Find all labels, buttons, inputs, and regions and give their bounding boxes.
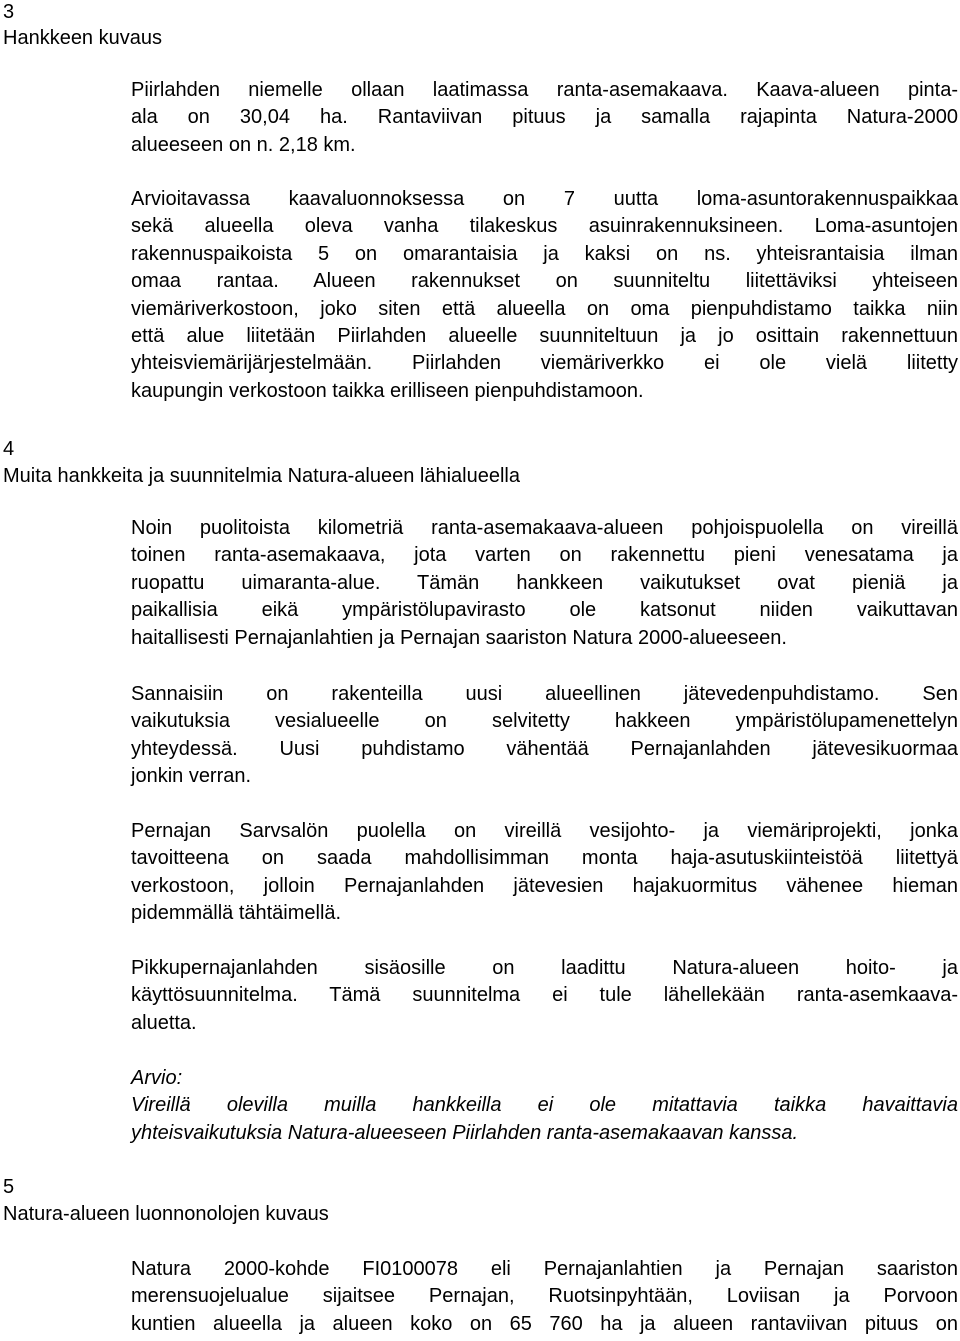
- assessment-block: [131, 1065, 958, 1147]
- text-line: jonkin verran.: [131, 765, 252, 788]
- text-line: omaa rantaa. Alueen rakennukset on suunniteltu liitettäviksi yhteiseen: [131, 270, 958, 293]
- text-line: että alue liitetään Piirlahden alueelle suunniteltuun ja jo osittain rakennettuun: [131, 324, 958, 347]
- text-line: aluetta.: [131, 1011, 197, 1034]
- section-heading: Hankkeen kuvaus: [3, 27, 162, 49]
- paragraph: [131, 186, 958, 405]
- paragraph: [131, 1256, 958, 1338]
- section-heading: Muita hankkeita ja suunnitelmia Natura-alueen lähialueella: [3, 465, 520, 487]
- text-line: Sannaisiin on rakenteilla uusi alueellinen jätevedenpuhdistamo. Sen: [131, 683, 958, 705]
- text-line: haitallisesti Pernajanlahtien ja Pernajan saariston Natura 2000-alueeseen.: [131, 626, 787, 649]
- text-line: sekä alueella oleva vanha tilakeskus asuinrakennuksineen. Loma-asuntojen: [131, 215, 958, 238]
- text-line: verkostoon, jolloin Pernajanlahden jätevesien hajakuormitus vähenee hieman: [131, 874, 958, 897]
- text-line: paikallisia eikä ympäristölupavirasto ole katsonut niiden vaikuttavan: [131, 599, 958, 622]
- text-line: kuntien alueella ja alueen koko on 65 760 ha ja alueen rantaviivan pituus on: [131, 1312, 958, 1335]
- text-line: Pernajan Sarvsalön puolella on vireillä vesijohto- ja viemäriprojekti, jonka: [131, 820, 958, 842]
- text-line: ruopattu uimaranta-alue. Tämän hankkeen vaikutukset ovat pieniä ja: [131, 571, 958, 594]
- text-line: Vireillä olevilla muilla hankkeilla ei ole mitattavia taikka havaittavia: [131, 1094, 958, 1117]
- text-line: pidemmällä tähtäimellä.: [131, 902, 342, 925]
- paragraph: [131, 818, 958, 928]
- text-line: vaikutuksia vesialueelle on selvitetty hakkeen ympäristölupamenettelyn: [131, 710, 958, 733]
- text-line: Arvioitavassa kaavaluonnoksessa on 7 uutta loma-asuntorakennuspaikkaa: [131, 188, 958, 210]
- text-line: ala on 30,04 ha. Rantaviivan pituus ja samalla rajapinta Natura-2000: [131, 106, 958, 129]
- text-line: yhteydessä. Uusi puhdistamo vähentää Pernajanlahden jätevesikuormaa: [131, 737, 958, 760]
- text-line: yhteisvaikutuksia Natura-alueeseen Piirlahden ranta-asemakaavan kanssa.: [131, 1121, 799, 1144]
- assessment-label: Arvio:: [131, 1067, 183, 1089]
- text-line: yhteisviemärijärjestelmään. Piirlahden viemäriverkko ei ole vielä liitetty: [131, 352, 958, 375]
- text-line: käyttösuunnitelma. Tämä suunnitelma ei tule lähellekään ranta-asemkaava-: [131, 984, 958, 1007]
- text-line: Natura 2000-kohde FI0100078 eli Pernajanlahtien ja Pernajan saariston: [131, 1258, 958, 1280]
- section-heading: Natura-alueen luonnonolojen kuvaus: [3, 1203, 329, 1225]
- text-line: Pikkupernajanlahden sisäosille on laadittu Natura-alueen hoito- ja: [131, 957, 958, 979]
- paragraph: [131, 515, 958, 652]
- text-line: toinen ranta-asemakaava, jota varten on rakennettu pieni venesatama ja: [131, 544, 958, 567]
- paragraph: [131, 955, 958, 1037]
- text-line: Noin puolitoista kilometriä ranta-asemakaava-alueen pohjoispuolella on vireillä: [131, 517, 958, 539]
- text-line: viemäriverkostoon, joko siten että alueella on oma pienpuhdistamo taikka niin: [131, 297, 958, 320]
- text-line: Piirlahden niemelle ollaan laatimassa ranta-asemakaava. Kaava-alueen pinta-: [131, 79, 958, 101]
- text-line: rakennuspaikoista 5 on omarantaisia ja kaksi on ns. yhteisrantaisia ilman: [131, 242, 958, 265]
- text-line: alueeseen on n. 2,18 km.: [131, 133, 356, 156]
- text-line: kaupungin verkostoon taikka erilliseen pienpuhdistamoon.: [131, 379, 644, 402]
- section-number: 5: [3, 1176, 15, 1198]
- paragraph: [131, 77, 958, 159]
- text-line: merensuojelualue sijaitsee Pernajan, Ruotsinpyhtään, Loviisan ja Porvoon: [131, 1285, 958, 1308]
- text-line: tavoitteena on saada mahdollisimman monta haja-asutuskiinteistöä liitettyä: [131, 847, 958, 870]
- section-number: 4: [3, 438, 15, 460]
- paragraph: [131, 681, 958, 791]
- section-number: 3: [3, 1, 15, 23]
